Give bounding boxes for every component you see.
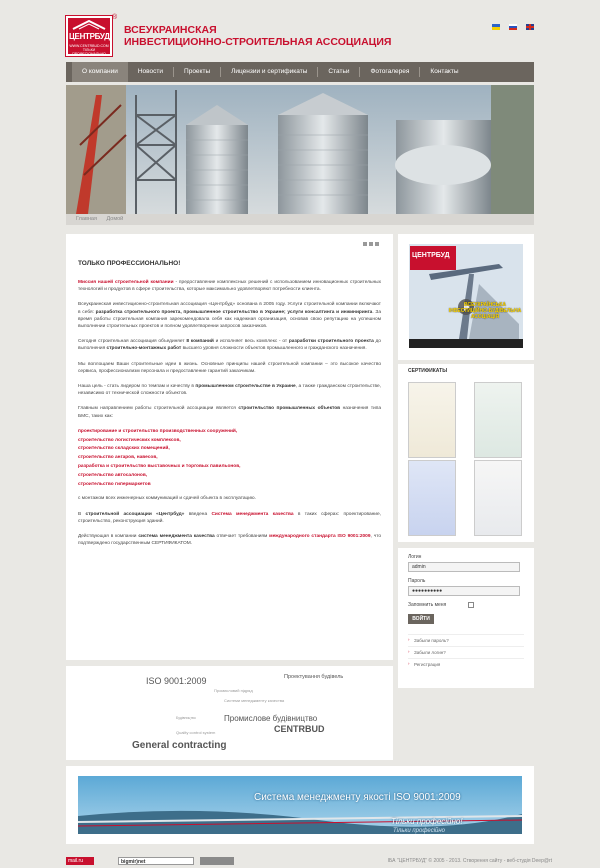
- site-header: [66, 12, 534, 60]
- iso-title: Система менеджменту якості ISO 9001:2009: [254, 792, 461, 803]
- breadcrumb-current: Домой: [106, 216, 124, 222]
- nav-item-gallery[interactable]: Фотогалерея: [370, 68, 410, 75]
- breadcrumb: [66, 214, 534, 225]
- language-switcher: [492, 24, 534, 30]
- site-title: ВСЕУКРАИНСКАЯ ИНВЕСТИЦИОННО-СТРОИТЕЛЬНАЯ АССОЦИАЦИЯ: [124, 24, 392, 48]
- list-item[interactable]: строительство гипермаркетов: [78, 481, 151, 487]
- password-label: Пароль: [408, 578, 426, 584]
- article-paragraph: Наша цель - стать лидером по темпам и качеству в промышленном строительстве в Украине, а также гражданском строительстве, независимо от технической сложности объектов.: [78, 384, 381, 397]
- list-item[interactable]: строительство логистических комплексов,: [78, 437, 181, 443]
- certificate-thumbnail[interactable]: [408, 460, 456, 536]
- print-icon[interactable]: [369, 242, 373, 246]
- stats-counter[interactable]: [200, 857, 234, 865]
- list-item[interactable]: строительство ангаров, навесов,: [78, 455, 158, 461]
- email-icon[interactable]: [375, 242, 379, 246]
- main-nav: [66, 62, 534, 82]
- flag-ru-icon[interactable]: [509, 24, 517, 30]
- tag-link[interactable]: Проектування будівель: [284, 674, 344, 680]
- remember-me: Запомнить меня: [408, 602, 524, 608]
- services-list: [78, 428, 381, 490]
- remember-checkbox[interactable]: [468, 602, 474, 608]
- logo-url: WWW.CENTRBUD.COM ТІЛЬКИ ПРОФЕСІОНАЛЬНО: [69, 44, 109, 56]
- tag-link[interactable]: General contracting: [132, 740, 227, 751]
- article-paragraph: Главным направлением работы строительной ассоциации является строительство промышленных объектов назначения типа БМС, таких как:: [78, 406, 382, 419]
- main-article: [66, 234, 393, 660]
- copyright: ІБА "ЦЕНТРБУД" © 2005 - 2013. Створення сайту - веб-студія Deep@rt: [387, 858, 552, 864]
- registered-mark: ®: [112, 14, 118, 21]
- article-paragraph: В строительной ассоциации «Центрбуд» введена Система менеджмента качества в таких сферах: проектирование, строительство, реконструкция зданий.: [78, 511, 381, 524]
- login-input[interactable]: admin: [408, 562, 520, 572]
- forgot-password-link[interactable]: › Забыли пароль?: [408, 634, 524, 646]
- tag-link[interactable]: Quality control system: [176, 730, 216, 735]
- company-logo[interactable]: [66, 16, 112, 56]
- video-widget: [398, 234, 534, 360]
- nav-item-contacts[interactable]: Контакты: [430, 68, 459, 75]
- footer: [0, 852, 600, 868]
- certificate-thumbnail[interactable]: [474, 382, 522, 458]
- nav-item-articles[interactable]: Статьи: [328, 68, 350, 75]
- tag-link[interactable]: Системи менеджменту качества: [224, 698, 285, 703]
- list-item[interactable]: строительство автосалонов,: [78, 472, 148, 478]
- register-link[interactable]: › Регистрация: [408, 658, 524, 670]
- iso-banner[interactable]: [66, 766, 534, 844]
- certificate-thumbnail[interactable]: [408, 382, 456, 458]
- list-item[interactable]: разработка и строительство выставочных и торговых павильонов,: [78, 464, 241, 470]
- flag-en-icon[interactable]: [526, 24, 534, 30]
- tag-link[interactable]: Промисловий підряд: [214, 688, 253, 693]
- article-paragraph: с монтажом всех инженерных коммуникаций и сдачей объекта в эксплуатацию.: [78, 496, 256, 502]
- breadcrumb-home[interactable]: Главная: [76, 216, 97, 222]
- article-paragraph: Сегодня строительная ассоциация объединяет 8 компаний и исполняет весь комплекс - от разработки строительного проекта до выполнения строительно-монтажных работ высшего уровня сложности объектов промышленного и гражданского назначения.: [78, 339, 381, 352]
- flag-ua-icon[interactable]: [492, 24, 500, 30]
- mailru-counter[interactable]: mail.ru: [66, 857, 94, 865]
- login-form: [398, 548, 534, 688]
- article-paragraph: Всеукраинская инвестиционно-строительная ассоциация «Центрбуд» основана в 2005 году. Услуги строительной компании включают в себя: разработка строительного проекта, промышленное строительство в Украине; услуги консалтинга и инжиниринга. За время работы строительная компания зарекомендовала себя как надежная организация, основав свою репутацию на успешном выполнении строительных проектов и полном удовлетворении запросов заказчиков.: [78, 302, 381, 330]
- login-button[interactable]: ВОЙТИ: [408, 614, 434, 624]
- video-logo: ЦЕНТРБУД: [410, 246, 456, 270]
- article-paragraph: Действующая в компании система менеджмента качества отвечает требованиям международного стандарта ISO 9001:2009, что подтверждено государственным СЕРТИФИКАТОМ.: [78, 534, 382, 547]
- iso-slogan: Тільки професійно!: [391, 817, 463, 826]
- login-label: Логин: [408, 554, 422, 560]
- tag-link[interactable]: Промислове будівництво: [224, 714, 318, 723]
- certificate-thumbnail[interactable]: [474, 460, 522, 536]
- roof-icon: [71, 20, 107, 30]
- video-caption: ВСЕУКРАЇНСЬКА ІНВЕСТИЦІЙНО-БУДІВЕЛЬНА АСОЦІАЦІЯ: [448, 302, 522, 320]
- nav-item-news[interactable]: Новости: [137, 68, 164, 75]
- logo-brand: ЦЕНТРБУД: [69, 32, 110, 41]
- tag-cloud: [66, 666, 393, 760]
- tag-link[interactable]: ISO 9001:2009: [146, 676, 207, 686]
- bigmir-counter[interactable]: bigmir)net: [118, 857, 194, 865]
- iso-subslogan: Тільки професійно: [393, 828, 446, 834]
- tag-link[interactable]: CENTRBUD: [274, 724, 325, 734]
- certificates-title: СЕРТИФИКАТЫ: [408, 368, 448, 374]
- list-item[interactable]: строительство складских помещений,: [78, 446, 170, 452]
- nav-item-licenses[interactable]: Лицензии и сертификаты: [231, 68, 308, 75]
- page-tools: [363, 242, 379, 246]
- article-title: ТОЛЬКО ПРОФЕССИОНАЛЬНО!: [78, 260, 181, 267]
- video-controls[interactable]: [409, 339, 523, 348]
- tag-link[interactable]: Будівництво: [176, 716, 196, 720]
- hero-banner-image: [66, 85, 534, 214]
- forgot-login-link[interactable]: › Забыли логин?: [408, 646, 524, 658]
- article-paragraph: Миссия нашей строительной компании - предоставление комплексных решений с использованием инновационных строительных технологий и продуктов в сфере строительства, которые максимально удовлетворяют потребности клиента.: [78, 280, 382, 293]
- iso-banner-image: [78, 776, 522, 834]
- nav-item-projects[interactable]: Проекты: [184, 68, 211, 75]
- video-player[interactable]: [409, 244, 523, 348]
- certificates-grid: [408, 382, 524, 536]
- password-input[interactable]: ●●●●●●●●●●: [408, 586, 520, 596]
- list-item[interactable]: проектирование и строительство производственных сооружений,: [78, 428, 238, 434]
- article-paragraph: Мы воплощаем Ваши строительные идеи в жизнь. Основные принципы нашей строительной компании – это высокое качество сервиса, профессионализм персонала и предоставление гарантий заказчикам.: [78, 361, 381, 374]
- nav-item-about[interactable]: О компании: [72, 62, 128, 82]
- certificates-widget: [398, 364, 534, 542]
- pdf-icon[interactable]: [363, 242, 367, 246]
